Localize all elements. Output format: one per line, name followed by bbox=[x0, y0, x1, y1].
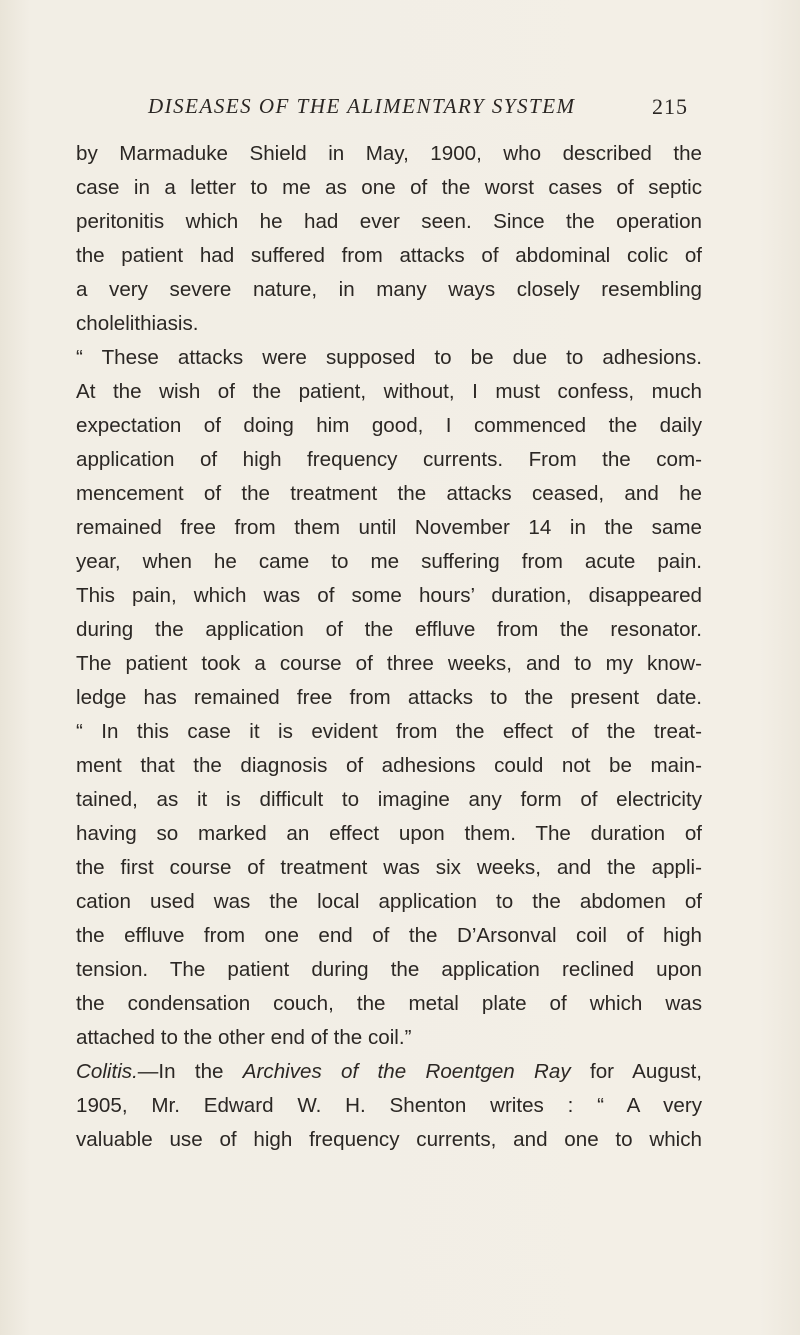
body-text bbox=[76, 137, 702, 1157]
text-line: At the wish of the patient, without, I must confess, much bbox=[76, 380, 702, 403]
text-line: 1905, Mr. Edward W. H. Shenton writes : “ A very bbox=[76, 1094, 702, 1117]
text-line: attached to the other end of the coil.” bbox=[76, 1026, 412, 1049]
text-line: peritonitis which he had ever seen. Since the operation bbox=[76, 210, 702, 233]
text-line: case in a letter to me as one of the worst cases of septic bbox=[76, 176, 702, 199]
text-line: This pain, which was of some hours’ duration, disappeared bbox=[76, 584, 702, 607]
text-line: The patient took a course of three weeks, and to my know- bbox=[76, 652, 702, 675]
running-head: DISEASES OF THE ALIMENTARY SYSTEM bbox=[148, 94, 576, 118]
text-line: mencement of the treatment the attacks ceased, and he bbox=[76, 482, 702, 505]
journal-title: Archives of the Roentgen Ray bbox=[242, 1060, 571, 1083]
colitis-paragraph-start bbox=[76, 1055, 702, 1089]
page-header bbox=[148, 94, 688, 124]
text-line: application of high frequency currents. From the com- bbox=[76, 448, 702, 471]
text-line: “ In this case it is evident from the effect of the treat- bbox=[76, 720, 702, 743]
text-line: valuable use of high frequency currents, and one to which bbox=[76, 1128, 702, 1151]
text-line: ledge has remained free from attacks to the present date. bbox=[76, 686, 702, 709]
text-line: “ These attacks were supposed to be due to adhesions. bbox=[76, 346, 702, 369]
text-line: remained free from them until November 14 in the same bbox=[76, 516, 702, 539]
text-line: the effluve from one end of the D’Arsonval coil of high bbox=[76, 924, 702, 947]
text-line: cholelithiasis. bbox=[76, 312, 199, 335]
text-line: the condensation couch, the metal plate of which was bbox=[76, 992, 702, 1015]
colitis-dash-text: —In the bbox=[137, 1060, 243, 1083]
page-number: 215 bbox=[652, 94, 688, 119]
text-line: ment that the diagnosis of adhesions could not be main- bbox=[76, 754, 702, 777]
text-line: the patient had suffered from attacks of abdominal colic of bbox=[76, 244, 702, 267]
text-line: the first course of treatment was six weeks, and the appli- bbox=[76, 856, 702, 879]
text-line: year, when he came to me suffering from acute pain. bbox=[76, 550, 702, 573]
colitis-rest: for August, bbox=[570, 1060, 703, 1083]
text-line: during the application of the effluve from the resonator. bbox=[76, 618, 702, 641]
text-line: by Marmaduke Shield in May, 1900, who described the bbox=[76, 142, 702, 165]
text-line: cation used was the local application to the abdomen of bbox=[76, 890, 702, 913]
text-line: a very severe nature, in many ways closely resembling bbox=[76, 278, 702, 301]
text-line: having so marked an effect upon them. The duration of bbox=[76, 822, 702, 845]
text-line: tained, as it is difficult to imagine any form of electricity bbox=[76, 788, 702, 811]
text-line: expectation of doing him good, I commenced the daily bbox=[76, 414, 702, 437]
colitis-heading: Colitis. bbox=[76, 1060, 138, 1083]
text-line: tension. The patient during the application reclined upon bbox=[76, 958, 702, 981]
